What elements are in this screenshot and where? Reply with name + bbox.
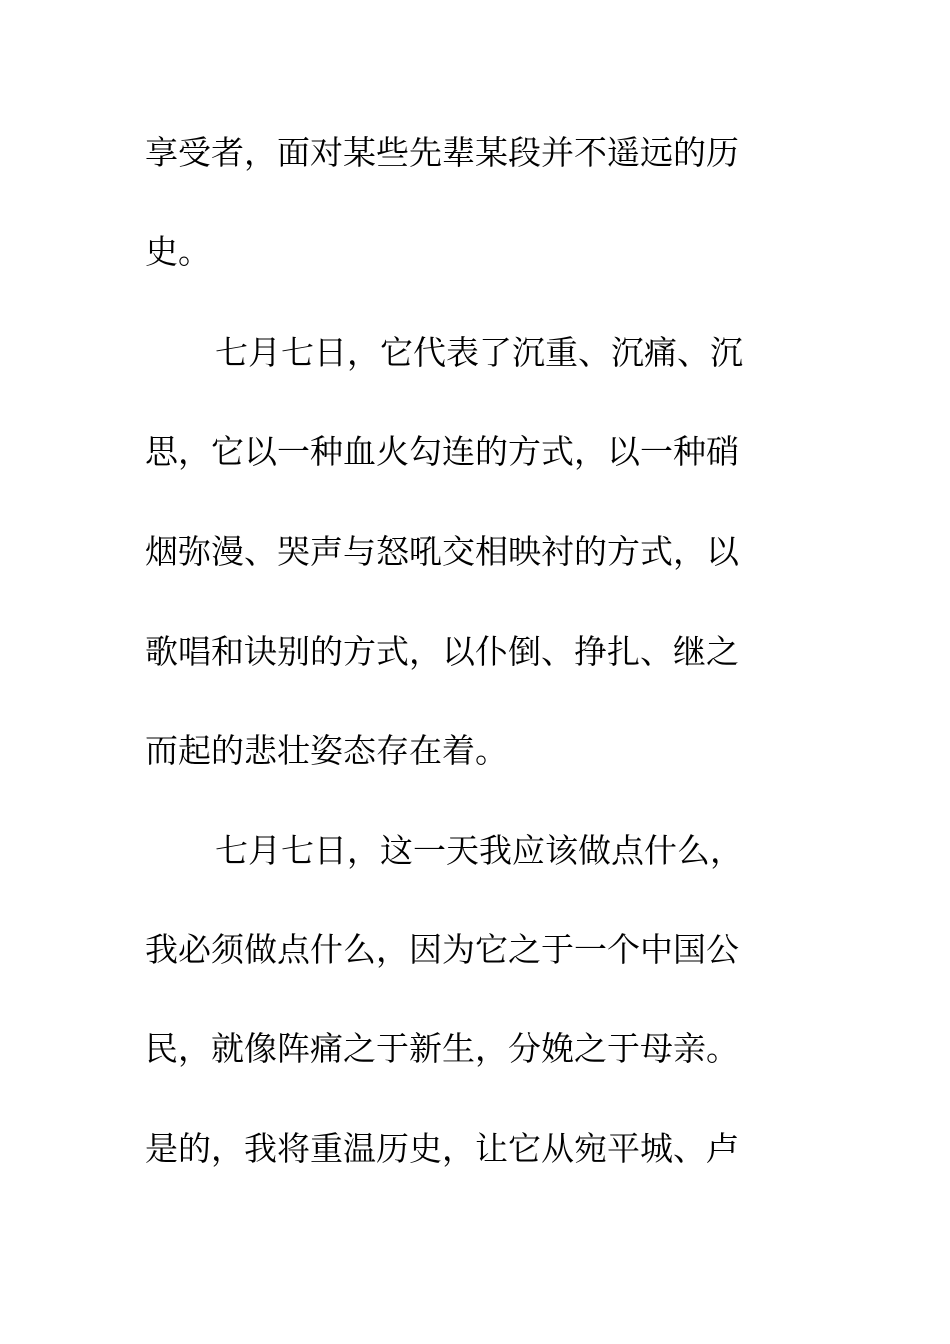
text-line: 烟弥漫、哭声与怒吼交相映衬的方式，以 (145, 532, 739, 571)
text-line: 史。 (145, 232, 211, 271)
paragraph-first-line: 七月七日，这一天我应该做点什么， (215, 831, 743, 870)
text-line: 思，它以一种血火勾连的方式，以一种硝 (145, 432, 739, 471)
paragraph-first-line: 七月七日，它代表了沉重、沉痛、沉 (215, 333, 743, 372)
text-line: 歌唱和诀别的方式，以仆倒、挣扎、继之 (145, 632, 739, 671)
text-line: 民，就像阵痛之于新生，分娩之于母亲。 (145, 1029, 739, 1068)
text-line: 是的，我将重温历史，让它从宛平城、卢 (145, 1129, 739, 1168)
text-line: 我必须做点什么，因为它之于一个中国公 (145, 930, 739, 969)
text-line: 享受者，面对某些先辈某段并不遥远的历 (145, 133, 739, 172)
text-line: 而起的悲壮姿态存在着。 (145, 731, 508, 770)
